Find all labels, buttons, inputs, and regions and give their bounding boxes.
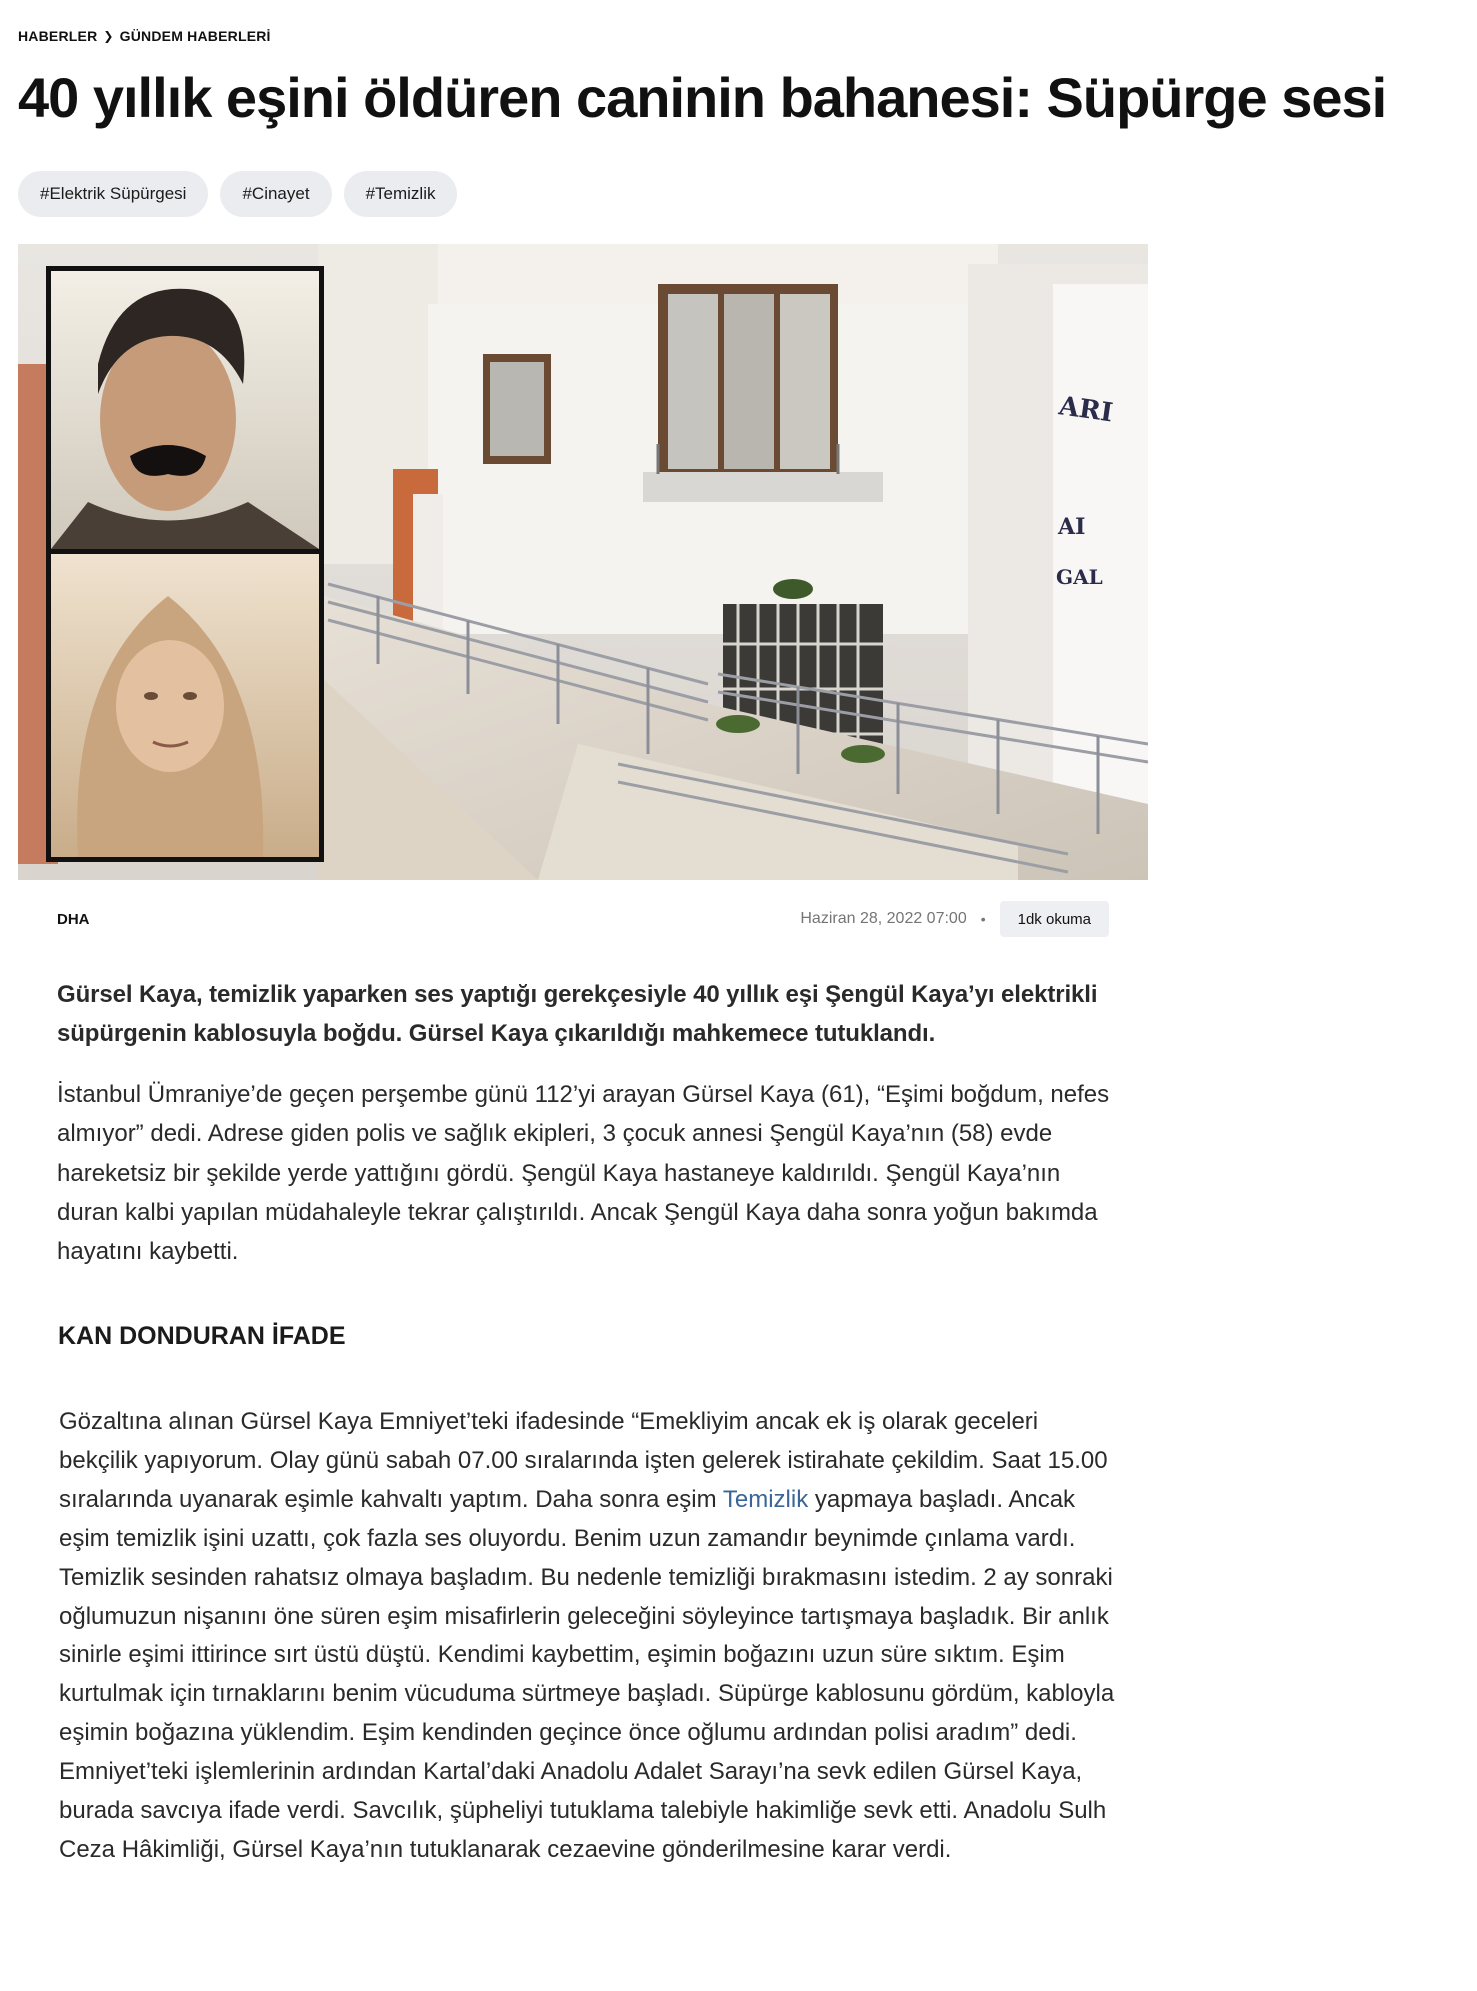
article-lead: Gürsel Kaya, temizlik yaparken ses yaptığı gerekçesiyle 40 yıllık eşi Şengül Kaya’yı elektrikli süpürgenin kablosuyla boğdu. Gürsel Kaya çıkarıldığı mahkemece tutuklandı. (57, 981, 1098, 1047)
breadcrumb (18, 28, 271, 44)
article-title: 40 yıllık eşini öldüren caninin bahanesi: Süpürge sesi (18, 66, 1387, 129)
tag-cinayet[interactable]: #Cinayet (220, 171, 331, 217)
article-paragraph-2 (59, 1403, 1119, 1870)
article-paragraph-1: İstanbul Ümraniye’de geçen perşembe günü 112’yi arayan Gürsel Kaya (61), “Eşimi boğdum, nefes almıyor” dedi. Adrese giden polis ve sağlık ekipleri, 3 çocuk annesi Şengül Kaya’nın (58) evde hareketsiz bir şekilde yerde yattığını gördü. Şengül Kaya hastaneye kaldırıldı. Şengül Kaya’nın duran kalbi yapılan müdahaleyle tekrar çalıştırıldı. Ancak Şengül Kaya daha sonra yoğun bakımda hayatını kaybetti. (57, 1081, 1110, 1266)
temizlik-inline-link[interactable]: Temizlik (722, 1485, 809, 1513)
separator-dot: • (980, 911, 986, 927)
hero-photo-illustration (18, 244, 1148, 880)
paragraph-2-text-after: yapmaya başladı. Ancak eşim temizlik işini uzattı, çok fazla ses oluyordu. Benim uzun zamandır beynimde çınlama vardı. Temizlik sesinden rahatsız olmaya başladım. Bu nedenle temizliği bırakmasını istedim. 2 ay sonraki oğlumuzun nişanını öne süren eşim misafirlerin geleceğini söyleyince tartışmaya başladık. Bir anlık sinirle eşimi ittirince sırt üstü düştü. Kendimi kaybettim, eşimin boğazını uzun süre sıktım. Eşim kurtulmak için tırnaklarını benim vücuduma sürtmeye başladı. Süpürge kablosunu gördüm, kabloyla eşimin boğazına yüklendim. Eşim kendinden geçince önce oğlumu ardından polisi aradım” dedi. Emniyet’teki işlemlerinin ardından Kartal’daki Anadolu Adalet Sarayı’na sevk edilen Gürsel Kaya, burada savcıya ifade verdi. Savcılık, şüpheliyi tutuklama talebiyle hakimliğe sevk etti. Anadolu Sulh Ceza Hâkimliği, Gürsel Kaya’nın tutuklanarak cezaevine gönderilmesine karar verdi. (59, 1485, 1115, 1863)
tag-temizlik[interactable]: #Temizlik (344, 171, 458, 217)
tag-elektrik-supurgesi[interactable]: #Elektrik Süpürgesi (18, 171, 208, 217)
meta-right (800, 901, 1109, 937)
tag-list (18, 171, 457, 217)
article-meta (57, 900, 1109, 938)
paragraph-2-text-before: Gözaltına alınan Gürsel Kaya Emniyet’teki ifadesinde “Emekliyim ancak ek iş olarak geceleri bekçilik yapıyorum. Olay günü sabah 07.00 sıralarında işten gelerek istirahate çekildim. Saat 15.00 sıralarında uyanarak eşimle kahvaltı yaptım. Daha sonra eşim (59, 1408, 1108, 1513)
read-time-badge: 1dk okuma (1000, 901, 1109, 937)
article-subheading: KAN DONDURAN İFADE (58, 1322, 346, 1350)
chevron-right-icon: ❯ (103, 29, 114, 43)
publish-date: Haziran 28, 2022 07:00 (800, 910, 967, 927)
breadcrumb-section-link[interactable]: GÜNDEM HABERLERİ (119, 28, 271, 44)
breadcrumb-home-link[interactable]: HABERLER (18, 28, 98, 44)
svg-text:AI: AI (1058, 514, 1086, 540)
svg-text:GAL: GAL (1056, 565, 1103, 589)
article-hero-image (18, 244, 1148, 880)
article-source: DHA (57, 910, 90, 928)
svg-text:ARI: ARI (1057, 391, 1115, 429)
